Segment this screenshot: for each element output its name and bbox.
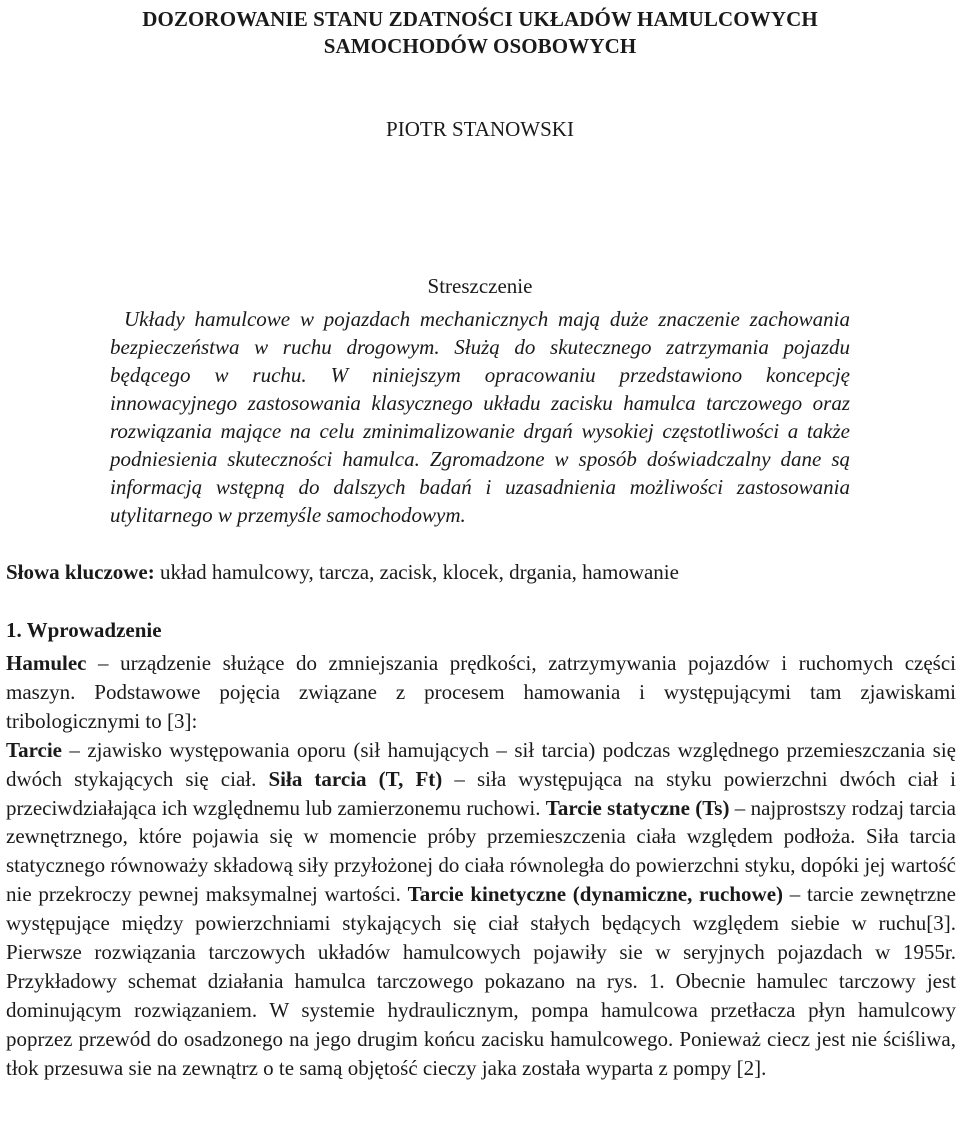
keywords-line — [6, 558, 956, 586]
paper-title — [80, 6, 880, 60]
section-number: 1. — [6, 618, 22, 642]
definition-tarcie: – zjawisko występowania oporu (sił hamujących – sił tarcia) podczas względnego przemieszczania się dwóch stykających się ciał. — [6, 737, 956, 791]
keywords-list: układ hamulcowy, tarcza, zacisk, klocek, drgania, hamowanie — [154, 560, 679, 584]
paper-author: PIOTR STANOWSKI — [386, 117, 574, 141]
term-hamulec: Hamulec — [6, 651, 87, 675]
paper-title-line-1: DOZOROWANIE STANU ZDATNOŚCI UKŁADÓW HAMULCOWYCH — [142, 7, 818, 31]
section-title: Wprowadzenie — [26, 618, 162, 642]
keywords-label: Słowa kluczowe: — [6, 560, 155, 584]
paper-title-line-2: SAMOCHODÓW OSOBOWYCH — [323, 34, 637, 58]
definition-sila-tarcia: – siła występująca na styku powierzchni dwóch ciał i przeciwdziałająca ich względnemu lub zamierzonemu ruchowi. — [6, 766, 957, 820]
abstract-text: Układy hamulcowe w pojazdach mechanicznych mają duże znaczenie zachowania bezpieczeństwa w ruchu drogowym. Służą do skutecznego zatrzymania pojazdu będącego w ruchu. W niniejszym opracowaniu przedstawiono koncepcję innowacyjnego zastosowania klasycznego układu zacisku hamulca tarczowego oraz rozwiązania mające na celu zminimalizowanie drgań wysokiej częstotliwości a także podniesienia skuteczności hamulca. Zgromadzone w sposób doświadczalny dane są informacją wstępną do dalszych badań i uzasadnienia możliwości zastosowania utylitarnego w przemyśle samochodowym. — [110, 307, 850, 527]
abstract-heading: Streszczenie — [427, 274, 533, 298]
definition-hamulec: – urządzenie służące do zmniejszania prędkości, zatrzymywania pojazdów i ruchomych części maszyn. Podstawowe pojęcia związane z procesem hamowania i występującymi tam zjawiskami tribologicznymi to [3]: — [6, 651, 956, 733]
term-tarcie-kinetyczne: Tarcie kinetyczne (dynamiczne, ruchowe) — [407, 882, 784, 907]
definition-tarcie-statyczne: – najprostszy rodzaj tarcia zewnętrznego, które pojawia się w momencie próby przemieszczenia ciała względem podłoża. Siła tarcia statycznego równoważy składową siły przyłożonej do ciała równoległa do powierzchni styku, dopóki jej wartość nie przekroczy pewnej maksymalnej wartości. — [6, 795, 956, 907]
term-sila-tarcia: Siła tarcia (T, Ft) — [268, 766, 443, 791]
term-tarcie-statyczne: Tarcie statyczne (Ts) — [545, 795, 730, 820]
definition-tarcie-kinetyczne: – tarcie zewnętrzne występujące między powierzchniami stykających się ciał stałych będących względem siebie w ruchu[3]. Pierwsze rozwiązania tarczowych układów hamulcowych pojawiły sie w seryjnych pojazdach w 1955r. Przykładowy schemat działania hamulca tarczowego pokazano na rys. 1. Obecnie hamulec tarczowy jest dominującym rozwiązaniem. W systemie hydraulicznym, pompa hamulcowa przetłacza płyn hamulcowy poprzez przewód do osadzonego na jego drugim końcu zacisku hamulcowego. Ponieważ ciecz jest nie ściśliwa, tłok przesuwa sie na zewnątrz o te samą objętość cieczy jaka została wyparta z pompy [2]. — [6, 882, 956, 1080]
section-heading — [6, 616, 162, 644]
body-paragraph — [6, 649, 956, 1083]
term-tarcie: Tarcie — [6, 737, 62, 762]
